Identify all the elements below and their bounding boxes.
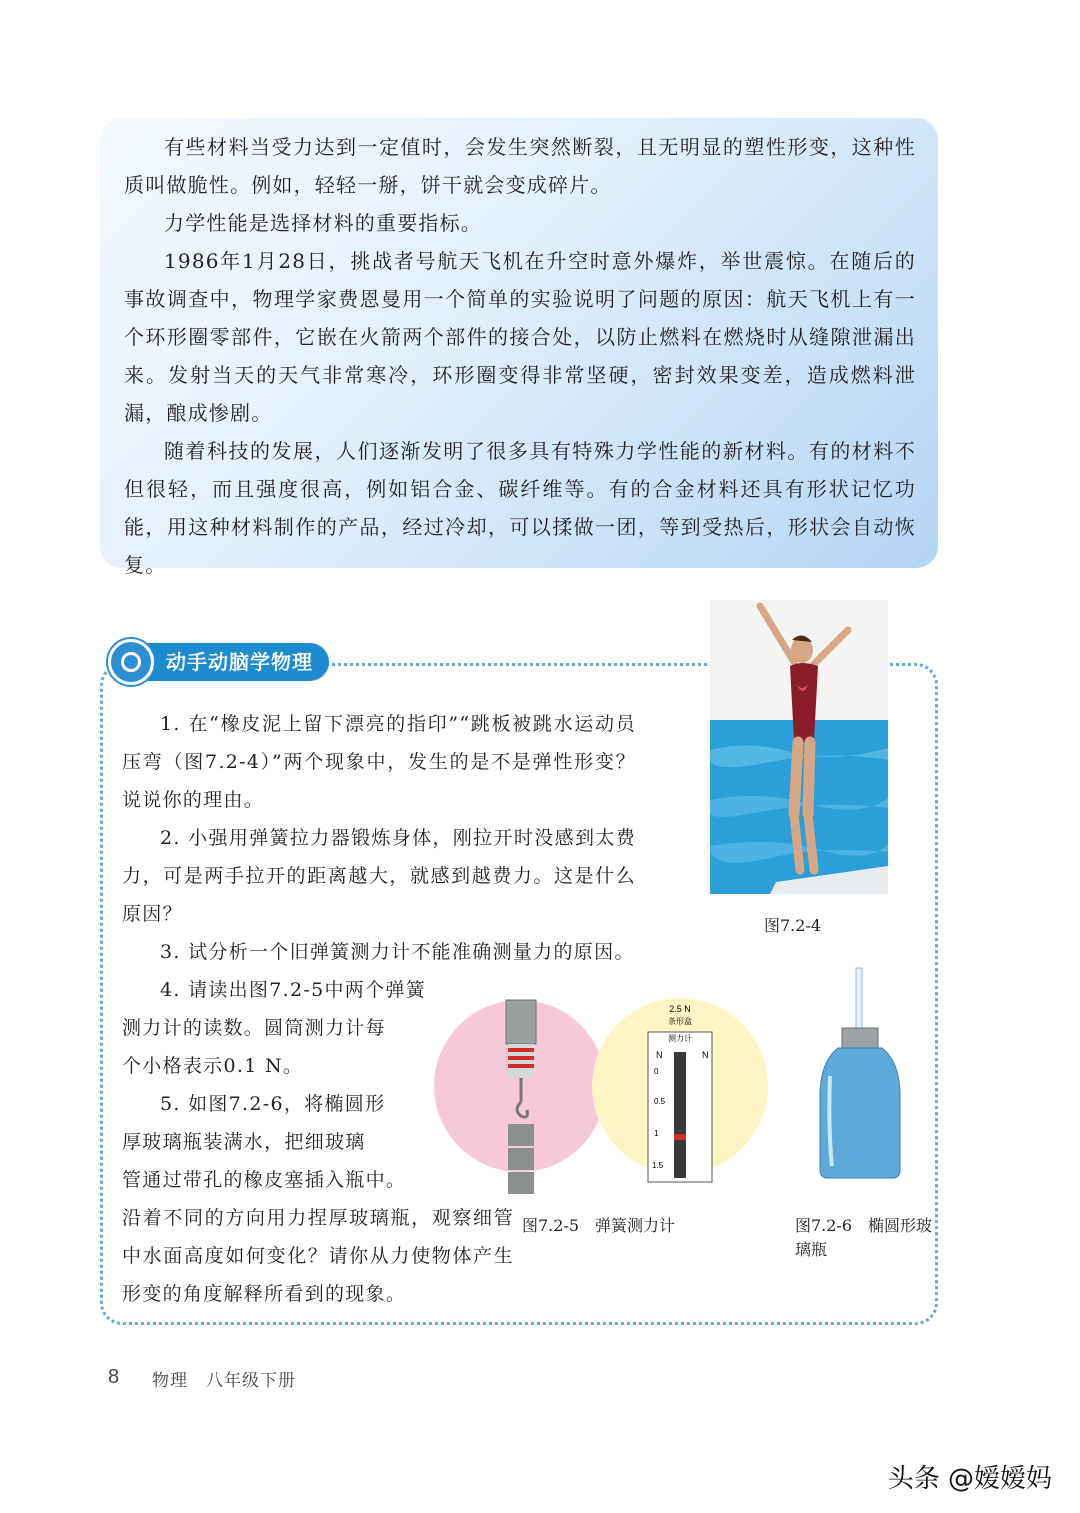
gauge-top-label: 2.5 N bbox=[669, 1004, 691, 1014]
question-4-line: 个小格表示0.1 N。 bbox=[122, 1055, 304, 1077]
page-number: 8 bbox=[108, 1366, 120, 1388]
gauge-tick-label: 0 bbox=[654, 1067, 659, 1076]
gauge-unit-left: N bbox=[656, 1050, 663, 1060]
question-5-line: 厚玻璃瓶装满水，把细玻璃 bbox=[122, 1131, 366, 1153]
question-5-line: 管通过带孔的橡皮塞插入瓶中。 bbox=[122, 1169, 407, 1191]
reading-paragraph: 随着科技的发展，人们逐渐发明了很多具有特殊力学性能的新材料。有的材料不但很轻，而且强度很高，例如铝合金、碳纤维等。有的合金材料还具有形状记忆功能，用这种材料制作的产品，经过冷却，可以揉做一团，等到受热后，形状会自动恢复。 bbox=[124, 439, 916, 577]
gauge-tick-label: 1.5 bbox=[652, 1161, 664, 1170]
question-1: 1. 在“橡皮泥上留下漂亮的指印”“跳板被跳水运动员压弯（图7.2-4）”两个现象中，发生的是不是弹性形变？说说你的理由。 bbox=[122, 713, 636, 811]
reading-paragraph: 有些材料当受力达到一定值时，会发生突然断裂，且无明显的塑性形变，这种性质叫做脆性。例如，轻轻一掰，饼干就会变成碎片。 bbox=[124, 135, 916, 197]
target-icon bbox=[108, 639, 154, 685]
diver-illustration bbox=[710, 600, 888, 894]
gauge-name-line2: 测力计 bbox=[668, 1034, 692, 1043]
reading-paragraph: 1986年1月28日，挑战者号航天飞机在升空时意外爆炸，举世震惊。在随后的事故调查中，物理学家费恩曼用一个简单的实验说明了问题的原因：航天飞机上有一个环形圈零部件，它嵌在火箭两个部件的接合处，以防止燃料在燃烧时从缝隙泄漏出来。发射当天的天气非常寒冷，环形圈变得非常坚硬，密封效果变差，造成燃料泄漏，酿成惨剧。 bbox=[124, 249, 916, 425]
activity-header bbox=[108, 641, 329, 683]
question-4-line: 测力计的读数。圆筒测力计每 bbox=[122, 1017, 386, 1039]
reading-paragraph: 力学性能是选择材料的重要指标。 bbox=[164, 211, 482, 235]
spring-scale-illustration bbox=[434, 998, 774, 1198]
glass-bottle-figure bbox=[816, 966, 912, 1186]
watermark: 头条 @嫒嫒妈 bbox=[887, 1464, 1052, 1494]
diver-photo bbox=[710, 600, 888, 894]
question-5-rest: 沿着不同的方向用力捏厚玻璃瓶，观察细管中水面高度如何变化？请你从力使物体产生形变的角度解释所看到的现象。 bbox=[122, 1207, 514, 1305]
reading-box bbox=[100, 118, 938, 577]
book-title: 物理 八年级下册 bbox=[152, 1371, 296, 1391]
glass-bottle-illustration bbox=[816, 966, 912, 1186]
gauge-tick-label: 1 bbox=[654, 1129, 659, 1138]
figure-caption: 图7.2-5 弹簧测力计 bbox=[522, 1216, 676, 1235]
question-4-line: 4. 请读出图7.2-5中两个弹簧 bbox=[160, 979, 426, 1001]
question-2: 2. 小强用弹簧拉力器锻炼身体，刚拉开时没感到太费力，可是两手拉开的距离越大，就感到越费力。这是什么原因？ bbox=[122, 827, 636, 925]
question-5-line: 5. 如图7.2-6，将椭圆形 bbox=[160, 1093, 386, 1115]
question-3: 3. 试分析一个旧弹簧测力计不能准确测量力的原因。 bbox=[160, 941, 635, 963]
gauge-tick-label: 0.5 bbox=[654, 1097, 666, 1106]
spring-scale-figure bbox=[434, 998, 774, 1198]
activity-title: 动手动脑学物理 bbox=[140, 643, 329, 681]
gauge-name-line1: 条形盒 bbox=[668, 1017, 692, 1026]
figure-caption: 图7.2-4 bbox=[764, 916, 822, 935]
gauge-unit-right: N bbox=[702, 1050, 709, 1060]
figure-caption: 图7.2-6 椭圆形玻璃瓶 bbox=[795, 1216, 933, 1259]
